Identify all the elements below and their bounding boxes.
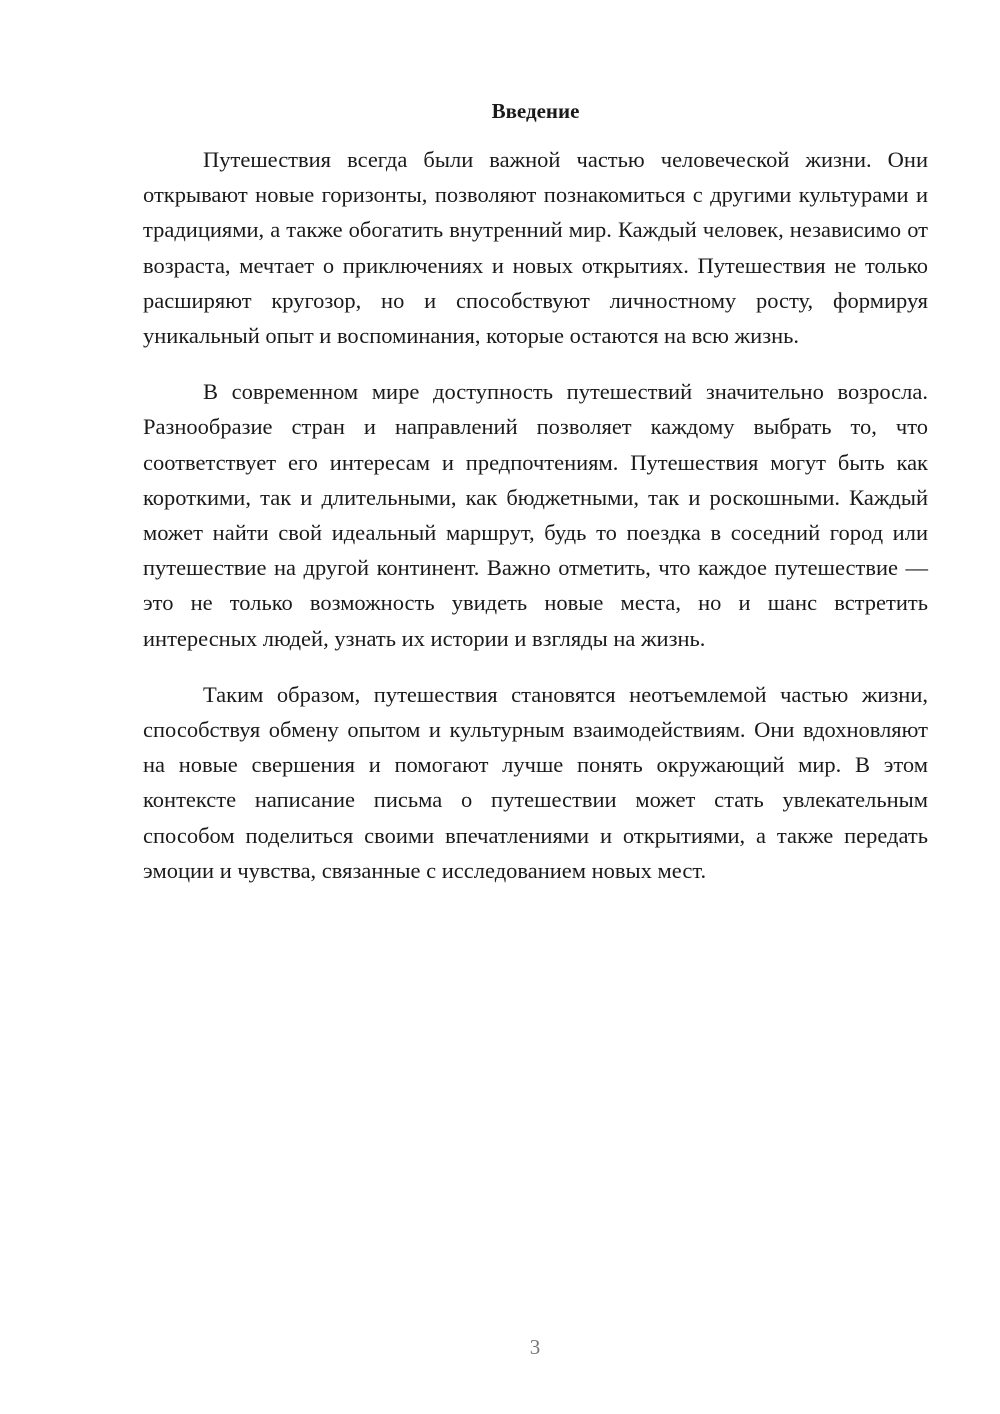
paragraph-1: Путешествия всегда были важной частью человеческой жизни. Они открывают новые горизонты, позволяют познакомиться с другими культурами и традициями, а также обогатить внутренний мир. Каждый человек, независимо от возраста, мечтает о приключениях и новых открытиях. Путешествия не только расширяют кругозор, но и способствуют личностному росту, формируя уникальный опыт и воспоминания, которые остаются на всю жизнь.	[143, 147, 928, 349]
body-text	[143, 142, 928, 909]
paragraph-2: В современном мире доступность путешествий значительно возросла. Разнообразие стран и направлений позволяет каждому выбрать то, что соответствует его интересам и предпочтениям. Путешествия могут быть как короткими, так и длительными, как бюджетными, так и роскошными. Каждый может найти свой идеальный маршрут, будь то поездка в соседний город или путешествие на другой континент. Важно отметить, что каждое путешествие — это не только возможность увидеть новые места, но и шанс встретить интересных людей, узнать их истории и взгляды на жизнь.	[143, 379, 928, 651]
page-number: 3	[529, 1335, 541, 1359]
paragraph-3: Таким образом, путешествия становятся неотъемлемой частью жизни, способствуя обмену опытом и культурным взаимодействиям. Они вдохновляют на новые свершения и помогают лучше понять окружающий мир. В этом контексте написание письма о путешествии может стать увлекательным способом поделиться своими впечатлениями и открытиями, а также передать эмоции и чувства, связанные с исследованием новых мест.	[143, 681, 928, 883]
section-heading: Введение	[491, 99, 580, 123]
